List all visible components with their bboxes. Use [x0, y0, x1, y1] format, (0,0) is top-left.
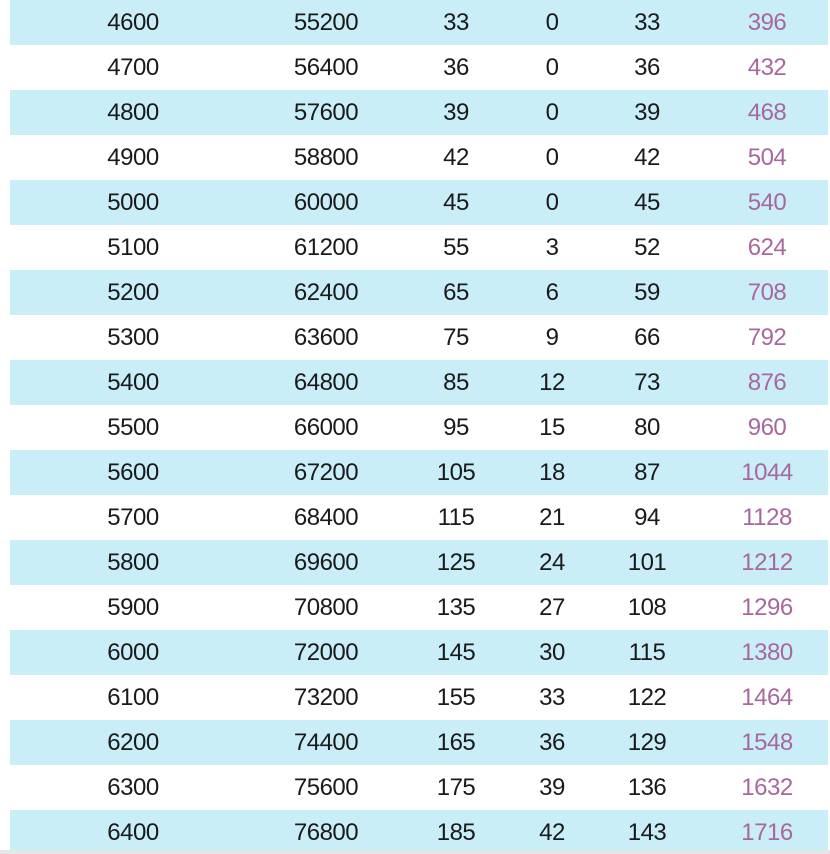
- table-cell-col-d: 6: [516, 270, 588, 315]
- table-cell-col-d: 0: [545, 143, 559, 171]
- data-table-wrapper: [10, 0, 828, 854]
- table-cell-col-b: 75600: [293, 773, 359, 801]
- table-cell-col-e: 80: [634, 413, 660, 441]
- table-cell-col-e: 42: [634, 143, 660, 171]
- table-cell-col-total: 396: [706, 0, 828, 45]
- table-cell-col-d: 42: [516, 810, 588, 854]
- table-cell-col-e: 122: [627, 683, 667, 711]
- table-cell-col-e: 36: [634, 53, 660, 81]
- table-cell-col-c: 115: [437, 503, 475, 531]
- table-cell-col-c: 75: [443, 323, 469, 351]
- table-cell-col-a: 6200: [10, 720, 256, 765]
- table-row: [10, 135, 828, 180]
- table-cell-col-e: 39: [588, 90, 706, 135]
- table-cell-col-b: 55200: [256, 0, 396, 45]
- table-row: [10, 45, 828, 90]
- table-row: [10, 540, 828, 585]
- table-cell-col-b: 72000: [256, 630, 396, 675]
- table-cell-col-e: 129: [588, 720, 706, 765]
- table-row: [10, 405, 828, 450]
- table-cell-col-c: 65: [396, 270, 516, 315]
- table-cell-col-b: 66000: [293, 413, 359, 441]
- table-row: [10, 450, 828, 495]
- table-cell-col-a: 6000: [10, 630, 256, 675]
- table-cell-col-a: 6100: [107, 683, 159, 711]
- table-cell-col-d: 0: [516, 90, 588, 135]
- table-cell-col-total: 540: [706, 180, 828, 225]
- table-cell-col-total: 504: [747, 143, 787, 171]
- table-cell-col-total: 792: [747, 323, 787, 351]
- table-row: [10, 765, 828, 810]
- table-cell-col-d: 24: [516, 540, 588, 585]
- table-cell-col-e: 73: [588, 360, 706, 405]
- table-cell-col-c: 185: [396, 810, 516, 854]
- table-cell-col-b: 74400: [256, 720, 396, 765]
- table-cell-col-c: 42: [443, 143, 469, 171]
- table-cell-col-a: 5000: [10, 180, 256, 225]
- table-cell-col-d: 12: [516, 360, 588, 405]
- table-cell-col-e: 94: [634, 503, 660, 531]
- table-cell-col-b: 56400: [293, 53, 359, 81]
- table-cell-col-a: 5400: [10, 360, 256, 405]
- table-cell-col-a: 4700: [107, 53, 159, 81]
- table-cell-col-total: 1380: [706, 630, 828, 675]
- table-cell-col-b: 64800: [256, 360, 396, 405]
- table-cell-col-d: 9: [545, 323, 559, 351]
- table-row: [10, 360, 828, 405]
- table-cell-col-a: 5700: [107, 503, 159, 531]
- table-cell-col-d: 30: [516, 630, 588, 675]
- table-cell-col-c: 45: [396, 180, 516, 225]
- table-row: [10, 180, 828, 225]
- table-cell-col-total: 624: [747, 233, 787, 261]
- table-cell-col-total: 876: [706, 360, 828, 405]
- table-cell-col-d: 33: [539, 683, 565, 711]
- table-row: [10, 495, 828, 540]
- table-cell-col-a: 5800: [10, 540, 256, 585]
- table-cell-col-a: 6400: [10, 810, 256, 854]
- table-row: [10, 315, 828, 360]
- table-row: [10, 720, 828, 765]
- table-cell-col-e: 66: [634, 323, 660, 351]
- table-cell-col-a: 4800: [10, 90, 256, 135]
- table-cell-col-c: 125: [396, 540, 516, 585]
- table-cell-col-c: 39: [396, 90, 516, 135]
- table-cell-col-e: 45: [588, 180, 706, 225]
- table-cell-col-b: 67200: [256, 450, 396, 495]
- table-cell-col-b: 58800: [293, 143, 359, 171]
- table-cell-col-e: 101: [588, 540, 706, 585]
- table-cell-col-a: 5100: [107, 233, 159, 261]
- table-cell-col-d: 36: [516, 720, 588, 765]
- table-cell-col-c: 155: [436, 683, 476, 711]
- table-cell-col-d: 3: [545, 233, 559, 261]
- table-cell-col-total: 1716: [706, 810, 828, 854]
- table-cell-col-total: 1548: [706, 720, 828, 765]
- table-cell-col-b: 70800: [293, 593, 359, 621]
- table-cell-col-b: 60000: [256, 180, 396, 225]
- table-cell-col-e: 108: [627, 593, 667, 621]
- table-cell-col-c: 33: [396, 0, 516, 45]
- table-row: [10, 225, 828, 270]
- table-cell-col-c: 55: [443, 233, 469, 261]
- table-cell-col-a: 5200: [10, 270, 256, 315]
- table-cell-col-e: 87: [588, 450, 706, 495]
- table-cell-col-c: 145: [396, 630, 516, 675]
- table-row: [10, 810, 828, 854]
- table-cell-col-a: 6300: [107, 773, 159, 801]
- table-row: [10, 630, 828, 675]
- table-cell-col-total: 1464: [741, 683, 793, 711]
- table-cell-col-d: 0: [516, 0, 588, 45]
- table-cell-col-d: 39: [539, 773, 565, 801]
- table-cell-col-b: 63600: [293, 323, 359, 351]
- table-cell-col-e: 33: [588, 0, 706, 45]
- bottom-edge: [0, 850, 830, 854]
- table-cell-col-d: 15: [539, 413, 565, 441]
- table-cell-col-d: 0: [545, 53, 559, 81]
- table-row: [10, 0, 828, 45]
- table-cell-col-b: 69600: [256, 540, 396, 585]
- table-cell-col-e: 52: [634, 233, 660, 261]
- table-row: [10, 90, 828, 135]
- table-cell-col-a: 5900: [107, 593, 159, 621]
- table-cell-col-d: 18: [516, 450, 588, 495]
- table-cell-col-e: 143: [588, 810, 706, 854]
- table-cell-col-total: 1212: [706, 540, 828, 585]
- table-cell-col-a: 5300: [107, 323, 159, 351]
- table-cell-col-c: 105: [396, 450, 516, 495]
- table-cell-col-total: 960: [747, 413, 787, 441]
- table-cell-col-b: 62400: [256, 270, 396, 315]
- table-cell-col-b: 61200: [293, 233, 359, 261]
- table-cell-col-e: 115: [588, 630, 706, 675]
- table-row: [10, 675, 828, 720]
- table-cell-col-b: 76800: [256, 810, 396, 854]
- table-cell-col-c: 175: [436, 773, 476, 801]
- table-row: [10, 585, 828, 630]
- table-cell-col-e: 136: [627, 773, 667, 801]
- table-cell-col-c: 36: [443, 53, 469, 81]
- table-cell-col-a: 4600: [10, 0, 256, 45]
- table-cell-col-total: 432: [747, 53, 787, 81]
- table-cell-col-c: 135: [436, 593, 476, 621]
- table-cell-col-b: 57600: [256, 90, 396, 135]
- table-cell-col-b: 68400: [293, 503, 359, 531]
- table-cell-col-total: 1044: [706, 450, 828, 495]
- table-cell-col-a: 5600: [10, 450, 256, 495]
- table-cell-col-total: 1128: [742, 503, 792, 531]
- table-cell-col-d: 21: [539, 503, 565, 531]
- table-cell-col-c: 165: [396, 720, 516, 765]
- table-cell-col-a: 5500: [107, 413, 159, 441]
- table-cell-col-total: 468: [706, 90, 828, 135]
- table-body: [10, 0, 828, 854]
- table-cell-col-total: 708: [706, 270, 828, 315]
- table-cell-col-a: 4900: [107, 143, 159, 171]
- table-cell-col-c: 85: [396, 360, 516, 405]
- table-cell-col-d: 27: [539, 593, 565, 621]
- table-cell-col-d: 0: [516, 180, 588, 225]
- table-cell-col-total: 1296: [741, 593, 793, 621]
- table-cell-col-c: 95: [443, 413, 469, 441]
- table-cell-col-total: 1632: [741, 773, 793, 801]
- data-table: [10, 0, 828, 854]
- table-row: [10, 270, 828, 315]
- table-cell-col-b: 73200: [293, 683, 359, 711]
- table-cell-col-e: 59: [588, 270, 706, 315]
